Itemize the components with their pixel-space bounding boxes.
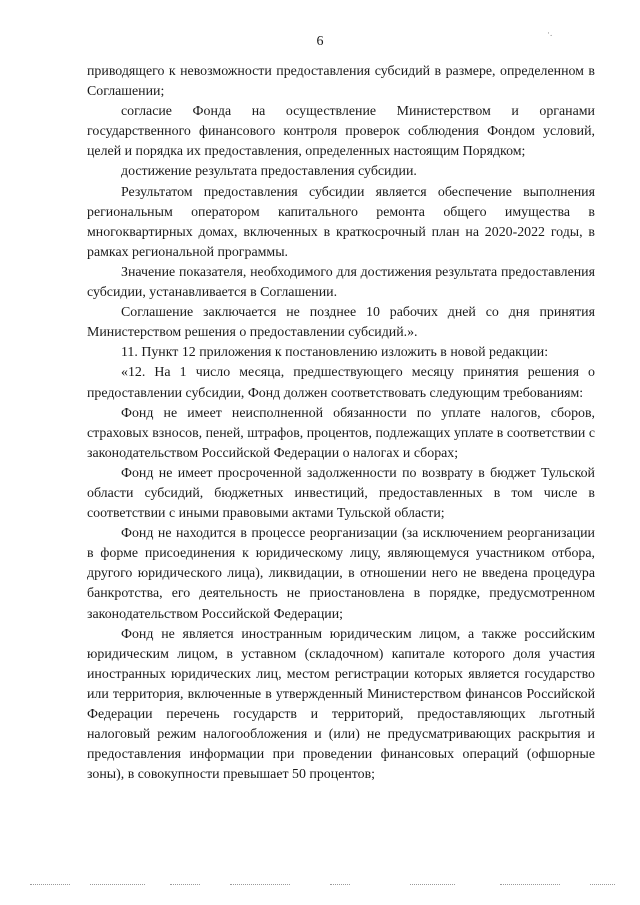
paragraph: 11. Пункт 12 приложения к постановлению изложить в новой редакции: (121, 345, 549, 361)
paragraph: Результатом предоставления субсидии является обеспечение выполнения региональным оператором капитального ремонта общего имущества в многоквартирных домах, включенных в краткосрочный план на 2020-2022 годы, в рамках региональной программы. (87, 184, 595, 260)
paragraph: «12. На 1 число месяца, предшествующего месяцу принятия решения о предоставлении субсидии, Фонд должен соответствовать следующим требованиям: (87, 365, 595, 401)
scan-footer-artifacts (30, 884, 620, 888)
paragraph: приводящего к невозможности предоставления субсидий в размере, определенном в Соглашении; (87, 64, 595, 100)
scan-corner-mark: ·. (547, 28, 553, 38)
paragraph: Соглашение заключается не позднее 10 рабочих дней со дня принятия Министерством решения о предоставлении субсидий.». (87, 305, 595, 341)
paragraph: Фонд не имеет просроченной задолженности по возврату в бюджет Тульской области субсидий, бюджетных инвестиций, предоставленных в том числе в соответствии с иными правовыми актами Тульской области; (87, 465, 595, 522)
paragraph: Фонд не находится в процессе реорганизации (за исключением реорганизации в форме присоединения к юридическому лицу, являющемуся участником отбора, другого юридического лица), ликвидации, в отношении него не введена процедура банкротства, его деятельность не приостановлена в порядке, предусмотренном законодательством Российской Федерации; (87, 526, 595, 622)
paragraph: согласие Фонда на осуществление Министерством и органами государственного финансового контроля проверок соблюдения Фондом условий, целей и порядка их предоставления, определенных настоящим Порядком; (87, 104, 595, 160)
document-body (87, 62, 595, 785)
paragraph: Фонд не имеет неисполненной обязанности по уплате налогов, сборов, страховых взносов, пеней, штрафов, процентов, подлежащих уплате в соответствии с законодательством Российской Федерации о налогах и сборах; (87, 405, 595, 461)
paragraph: Фонд не является иностранным юридическим лицом, а также российским юридическим лицом, в уставном (складочном) капитале которого доля участия иностранных юридических лиц, местом регистрации которых является государство или территория, включенные в утвержденный Министерством финансов Российской Федерации перечень государств и территорий, предоставляющих льготный налоговый режим налогообложения и (или) не предусматривающих раскрытия и предоставления информации при проведении финансовых операций (офшорные зоны), в совокупности превышает 50 процентов; (87, 626, 595, 783)
paragraph: достижение результата предоставления субсидии. (121, 164, 417, 180)
page-number: 6 (316, 34, 324, 49)
paragraph: Значение показателя, необходимого для достижения результата предоставления субсидии, устанавливается в Соглашении. (87, 264, 595, 301)
